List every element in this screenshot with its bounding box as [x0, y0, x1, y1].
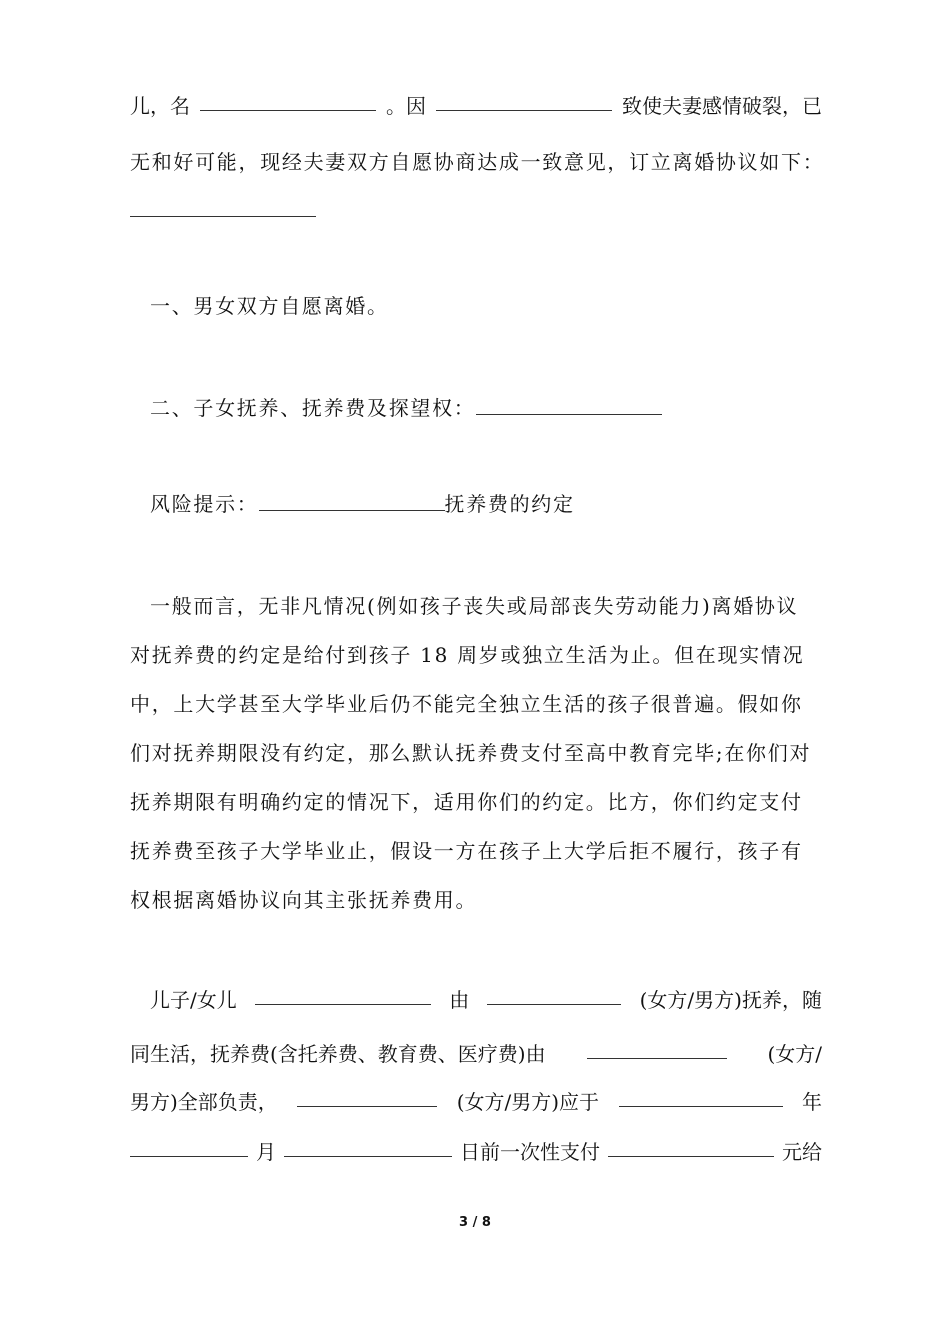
body-line: 抚养费至孩子大学毕业止，假设一方在孩子上大学后拒不履行，孩子有	[130, 839, 803, 863]
text-fragment: 风险提示：	[150, 492, 259, 516]
risk-hint	[150, 490, 842, 518]
fill-blank	[200, 92, 376, 111]
fill-blank	[284, 1138, 452, 1157]
text-fragment: 致使夫妻感情破裂，已	[622, 94, 822, 118]
text-fragment: (女方/男方)抚养，随	[639, 988, 822, 1012]
fill-blank	[487, 986, 621, 1005]
text-fragment: (女方/	[767, 1042, 822, 1066]
text-fragment: 儿，名	[130, 94, 190, 118]
paragraph-line	[130, 1088, 822, 1116]
paragraph-line	[130, 1138, 822, 1166]
text-fragment: 日前一次性支付	[460, 1140, 600, 1164]
paragraph-line	[130, 196, 822, 224]
body-line: 抚养期限有明确约定的情况下，适用你们的约定。比方，你们约定支付	[130, 790, 803, 814]
paragraph-line	[130, 1040, 822, 1068]
text-fragment: 二、子女抚养、抚养费及探望权：	[150, 396, 476, 420]
section-heading	[150, 394, 842, 422]
fill-blank	[436, 92, 612, 111]
paragraph-line: 无和好可能，现经夫妻双方自愿协商达成一致意见，订立离婚协议如下：	[130, 150, 825, 174]
body-line: 们对抚养期限没有约定，那么默认抚养费支付至高中教育完毕;在你们对	[130, 741, 812, 765]
text-fragment: 月	[256, 1140, 276, 1164]
fill-blank	[259, 492, 445, 511]
fill-blank	[608, 1138, 774, 1157]
fill-blank	[255, 986, 431, 1005]
text-fragment: (女方/男方)应于	[456, 1090, 600, 1114]
text-fragment: 。因	[386, 94, 426, 118]
body-line: 一般而言，无非凡情况(例如孩子丧失或局部丧失劳动能力)离婚协议	[150, 594, 799, 618]
fill-blank	[130, 1138, 248, 1157]
section-heading: 一、男女双方自愿离婚。	[150, 294, 389, 318]
fill-blank	[130, 198, 316, 217]
fill-blank	[476, 396, 662, 415]
text-fragment: 男方)全部负责，	[130, 1090, 278, 1114]
text-fragment: 儿子/女儿	[150, 988, 237, 1012]
body-line: 对抚养费的约定是给付到孩子 18 周岁或独立生活为止。但在现实情况	[130, 643, 805, 667]
body-line: 权根据离婚协议向其主张抚养费用。	[130, 888, 478, 912]
text-fragment: 年	[801, 1090, 822, 1114]
text-fragment: 元给	[782, 1140, 822, 1164]
text-fragment: 同生活，抚养费(含托养费、教育费、医疗费)由	[130, 1042, 546, 1066]
body-line: 中，上大学甚至大学毕业后仍不能完全独立生活的孩子很普遍。假如你	[130, 692, 803, 716]
text-fragment: 由	[449, 988, 470, 1012]
paragraph-line	[150, 986, 822, 1014]
text-fragment: 抚养费的约定	[444, 492, 575, 516]
page-number: 3 / 8	[459, 1215, 491, 1230]
fill-blank	[619, 1088, 783, 1107]
fill-blank	[587, 1040, 727, 1059]
fill-blank	[297, 1088, 437, 1107]
paragraph-line	[130, 92, 822, 120]
